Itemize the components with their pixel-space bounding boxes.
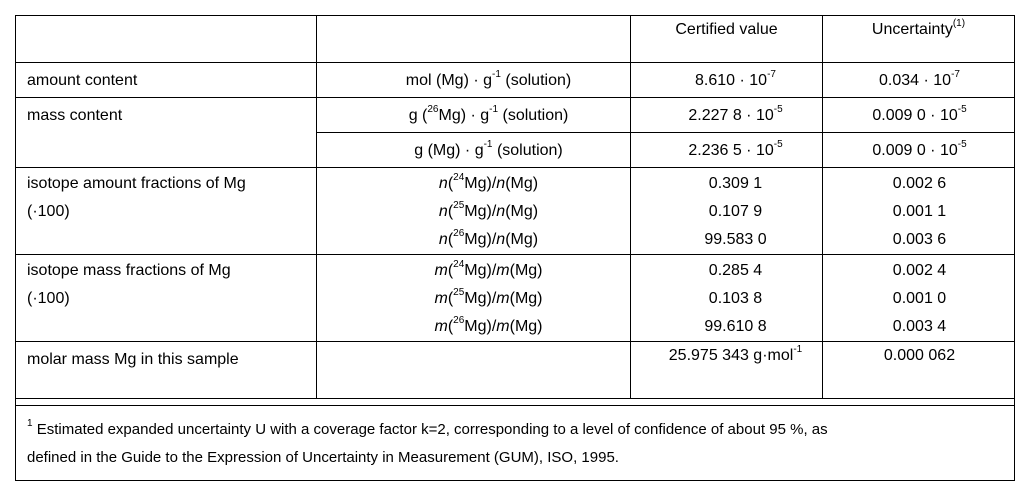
- label-isotope-mass: isotope mass fractions of Mg (·100): [16, 255, 317, 342]
- header-blank-2: [317, 16, 631, 63]
- header-blank-1: [16, 16, 317, 63]
- table-gap-row: [16, 399, 1015, 406]
- unc-mass-content-mg: 0.009 $0 \cdot 10^{-5}$: [823, 133, 1015, 168]
- value-amount-content: $8.610 \cdot 10^{-7}$: [631, 63, 823, 98]
- unit-mass-content-26: g $(^{26}Mg) \cdot g^{-1}$ (solution): [317, 98, 631, 133]
- value-mass-content-26: 2.227 $8 \cdot 10^{-5}$: [631, 98, 823, 133]
- unc-mass-content-26: 0.009 $0 \cdot 10^{-5}$: [823, 98, 1015, 133]
- ratios-isotope-mass: [317, 255, 631, 342]
- table-row-isotope-mass: [16, 255, 1015, 342]
- ratio-m25: m($^{25}$Mg)/m(Mg): [434, 286, 543, 307]
- label-amount-content: amount content: [16, 63, 317, 98]
- ratio-n26: n($^{26}$Mg)/n(Mg): [438, 227, 539, 248]
- unit-mass-content-mg: g $(Mg) \cdot g^{-1}$ (solution): [317, 133, 631, 168]
- footnote: $^1$ Estimated expanded uncertainty U with a coverage factor k=2, corresponding to a level of confidence of about 95 %, as defined in the Guide to the Expression of Uncertainty in Measurement (GUM), ISO, 1995.: [16, 406, 1015, 481]
- ratio-n24: n($^{24}$Mg)/n(Mg): [438, 171, 539, 192]
- label-mass-content: mass content: [16, 98, 317, 168]
- header-uncertainty: Uncertainty$^{(1)}$: [823, 16, 1015, 63]
- unit-amount-content: mol $(Mg) \cdot g^{-1}$ (solution): [317, 63, 631, 98]
- label-molar-mass: molar mass Mg in this sample: [16, 342, 317, 399]
- certified-values-table: [15, 15, 1015, 481]
- ratios-isotope-amount: [317, 168, 631, 255]
- table-row-mass-content-1: [16, 98, 1015, 133]
- value-mass-content-mg: 2.236 $5 \cdot 10^{-5}$: [631, 133, 823, 168]
- table-row-isotope-amount: [16, 168, 1015, 255]
- uncs-isotope-amount: 0.002 6 0.001 1 0.003 6: [823, 168, 1015, 255]
- unc-amount-content: $0.034 \cdot 10^{-7}$: [823, 63, 1015, 98]
- uncs-isotope-mass: 0.002 4 0.001 0 0.003 4: [823, 255, 1015, 342]
- label-isotope-amount: isotope amount fractions of Mg (·100): [16, 168, 317, 255]
- ratio-m26: m($^{26}$Mg)/m(Mg): [434, 314, 543, 335]
- table-row-amount-content: [16, 63, 1015, 98]
- value-molar-mass: 25.975 343 g·mol$^{-1}$: [631, 342, 823, 399]
- ratio-m24: m($^{24}$Mg)/m(Mg): [434, 258, 543, 279]
- table-header-row: [16, 16, 1015, 63]
- values-isotope-amount: 0.309 1 0.107 9 99.583 0: [631, 168, 823, 255]
- unit-molar-mass: [317, 342, 631, 399]
- ratio-n25: n($^{25}$Mg)/n(Mg): [438, 199, 539, 220]
- footnote-row: [16, 406, 1015, 481]
- unc-molar-mass: 0.000 062: [823, 342, 1015, 399]
- values-isotope-mass: 0.285 4 0.103 8 99.610 8: [631, 255, 823, 342]
- table-row-molar-mass: [16, 342, 1015, 399]
- header-certified-value: Certified value: [631, 16, 823, 63]
